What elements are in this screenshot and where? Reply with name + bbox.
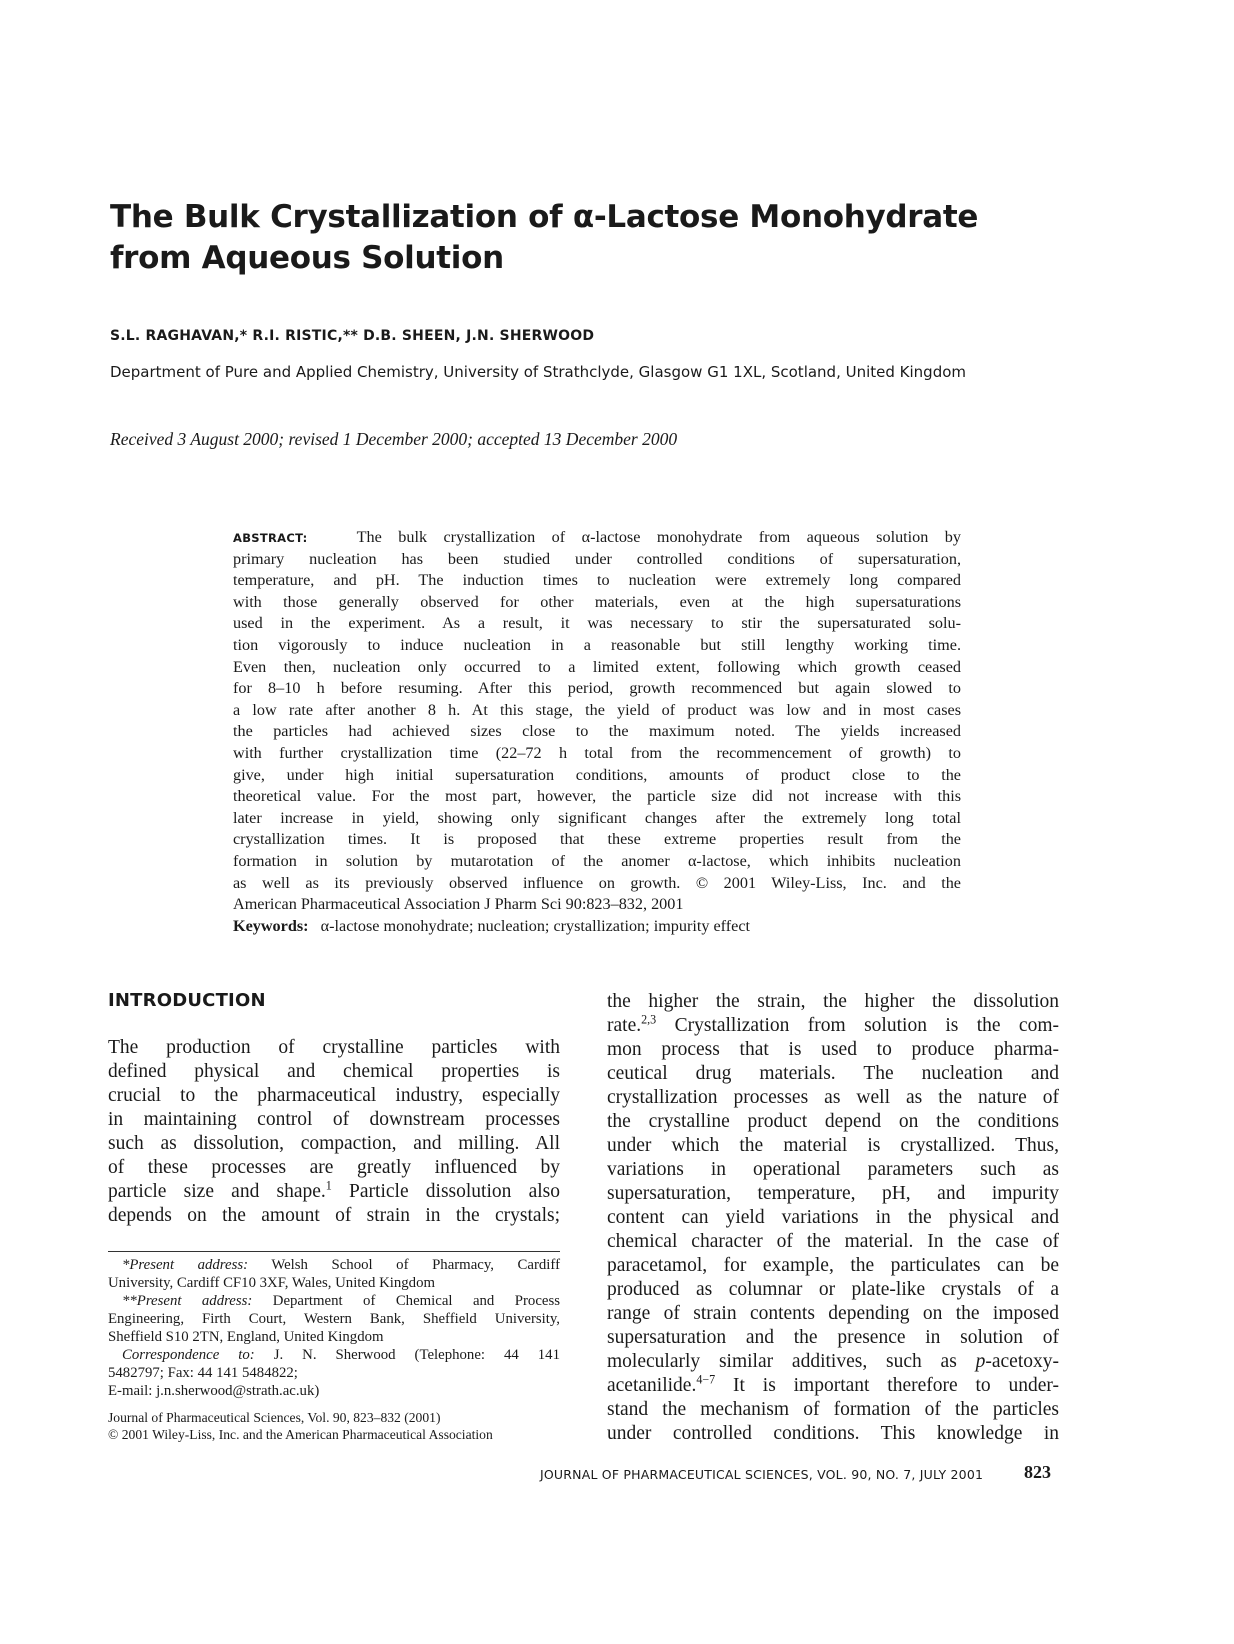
received-dates: Received 3 August 2000; revised 1 December 2000; accepted 13 December 2000 [110,429,678,449]
footnotes [108,1256,560,1400]
body-line: stand the mechanism of formation of the particles [607,1399,1059,1420]
abstract-line: formation in solution by mutarotation of the anomer α-lactose, which inhibits nucleation [233,851,961,870]
keywords-text: α-lactose monohydrate; nucleation; crystallization; impurity effect [320,916,751,935]
body-line: in maintaining control of downstream processes [108,1109,560,1130]
footnote-line: Engineering, Firth Court, Western Bank, Sheffield University, [108,1311,560,1327]
abstract-line: ABSTRACT: The bulk crystallization of α-lactose monohydrate from aqueous solution by [233,528,961,546]
body-line: mon process that is used to produce pharma- [607,1039,1059,1060]
body-line: the crystalline product depend on the conditions [607,1111,1059,1132]
body-line: acetanilide.$^{4-7}$ It is important therefore to under- [607,1372,1059,1396]
abstract-line: theoretical value. For the most part, however, the particle size did not increase with this [233,787,961,806]
citation-ref: 1 [325,1178,332,1193]
abstract-line: American Pharmaceutical Association J Pharm Sci 90:823–832, 2001 [233,895,684,914]
author-list: S.L. RAGHAVAN,* R.I. RISTIC,** D.B. SHEEN, J.N. SHERWOOD [110,328,595,344]
abstract-line: with further crystallization time (22–72 h total from the recommencement of growth) to [233,743,961,762]
abstract-line: give, under high initial supersaturation conditions, amounts of product close to the [233,765,961,784]
abstract [233,527,961,937]
title-line: from Aqueous Solution [110,240,504,276]
body-line: such as dissolution, compaction, and milling. All [108,1133,560,1154]
body-line: under which the material is crystallized. Thus, [607,1135,1059,1156]
citation-ref: 2,3 [641,1012,657,1027]
footnote-line: Sheffield S10 2TN, England, United Kingdom [108,1329,384,1345]
article-title [110,197,1010,279]
body-line: molecularly similar additives, such as p-acetoxy- [607,1351,1059,1372]
body-line: paracetamol, for example, the particulates can be [607,1255,1059,1276]
abstract-label: ABSTRACT: [233,531,308,545]
section-heading-introduction: INTRODUCTION [108,990,266,1011]
body-line: The production of crystalline particles with [108,1037,560,1058]
footnote-line: University, Cardiff CF10 3XF, Wales, United Kingdom [108,1275,435,1291]
footnote-line: *Present address: Welsh School of Pharmacy, Cardiff [122,1257,560,1273]
body-column-left [108,1036,560,1228]
body-line: range of strain contents depending on the imposed [607,1303,1059,1324]
body-line: content can yield variations in the physical and [607,1207,1059,1228]
body-line: ceutical drug materials. The nucleation and [607,1063,1059,1084]
body-line: of these processes are greatly influenced by [108,1157,560,1178]
abstract-line: crystallization times. It is proposed that these extreme properties result from the [233,830,961,849]
footnote-email: E-mail: j.n.sherwood@strath.ac.uk) [108,1383,320,1399]
abstract-line: primary nucleation has been studied under controlled conditions of supersaturation, [233,549,961,568]
abstract-line: for 8–10 h before resuming. After this period, growth recommenced but again slowed to [233,679,961,698]
footnote-line: **Present address: Department of Chemical and Process [122,1293,560,1309]
body-line: crystallization processes as well as the nature of [607,1087,1059,1108]
abstract-line: later increase in yield, showing only significant changes after the extremely long total [233,808,961,827]
body-line: supersaturation, temperature, pH, and impurity [607,1183,1059,1204]
abstract-line: as well as its previously observed influence on growth. © 2001 Wiley-Liss, Inc. and the [233,873,961,892]
affiliation: Department of Pure and Applied Chemistry, University of Strathclyde, Glasgow G1 1XL, Scotland, United Kingdom [110,363,967,381]
keywords-label: Keywords: [233,916,309,935]
body-line: the higher the strain, the higher the dissolution [607,991,1059,1012]
footnote-divider [108,1251,560,1252]
abstract-line: with those generally observed for other materials, even at the high supersaturations [233,592,961,611]
abstract-line: the particles had achieved sizes close to the maximum noted. The yields increased [233,722,961,741]
abstract-line: Even then, nucleation only occurred to a limited extent, following which growth ceased [233,657,961,676]
body-line: rate.$^{2,3}$ Crystallization from solution is the com- [607,1012,1059,1036]
abstract-line: used in the experiment. As a result, it was necessary to stir the supersaturated solu- [233,614,961,633]
journal-citation [108,1409,560,1443]
body-column-right [607,990,1059,1446]
body-line: crucial to the pharmaceutical industry, especially [108,1085,560,1106]
title-line: The Bulk Crystallization of α-Lactose Monohydrate [110,199,979,235]
body-line: particle size and shape.$^1$ Particle dissolution also [108,1178,560,1202]
footnote-line: Correspondence to: J. N. Sherwood (Telephone: 44 141 [122,1347,560,1363]
abstract-line: tion vigorously to induce nucleation in a reasonable but still lengthy working time. [233,635,961,654]
footnote-line: 5482797; Fax: 44 141 5484822; [108,1365,298,1381]
body-line: variations in operational parameters such as [607,1159,1059,1180]
copyright-line: © 2001 Wiley-Liss, Inc. and the American Pharmaceutical Association [108,1427,493,1442]
body-line: defined physical and chemical properties is [108,1061,560,1082]
body-line: supersaturation and the presence in solution of [607,1327,1059,1348]
body-line: depends on the amount of strain in the crystals; [108,1205,560,1226]
citation-ref: 4−7 [696,1372,716,1387]
running-footer: JOURNAL OF PHARMACEUTICAL SCIENCES, VOL. 90, NO. 7, JULY 2001 [540,1467,984,1482]
abstract-line: temperature, and pH. The induction times to nucleation were extremely long compared [233,571,961,590]
body-line: under controlled conditions. This knowledge in [607,1423,1059,1444]
journal-citation-line: Journal of Pharmaceutical Sciences, Vol. 90, 823–832 (2001) [108,1410,441,1425]
body-line: produced as columnar or plate-like crystals of a [607,1279,1059,1300]
body-line: chemical character of the material. In the case of [607,1231,1059,1252]
abstract-line: a low rate after another 8 h. At this stage, the yield of product was low and in most cases [233,700,961,719]
page-number: 823 [1024,1462,1051,1482]
keywords [233,916,961,938]
